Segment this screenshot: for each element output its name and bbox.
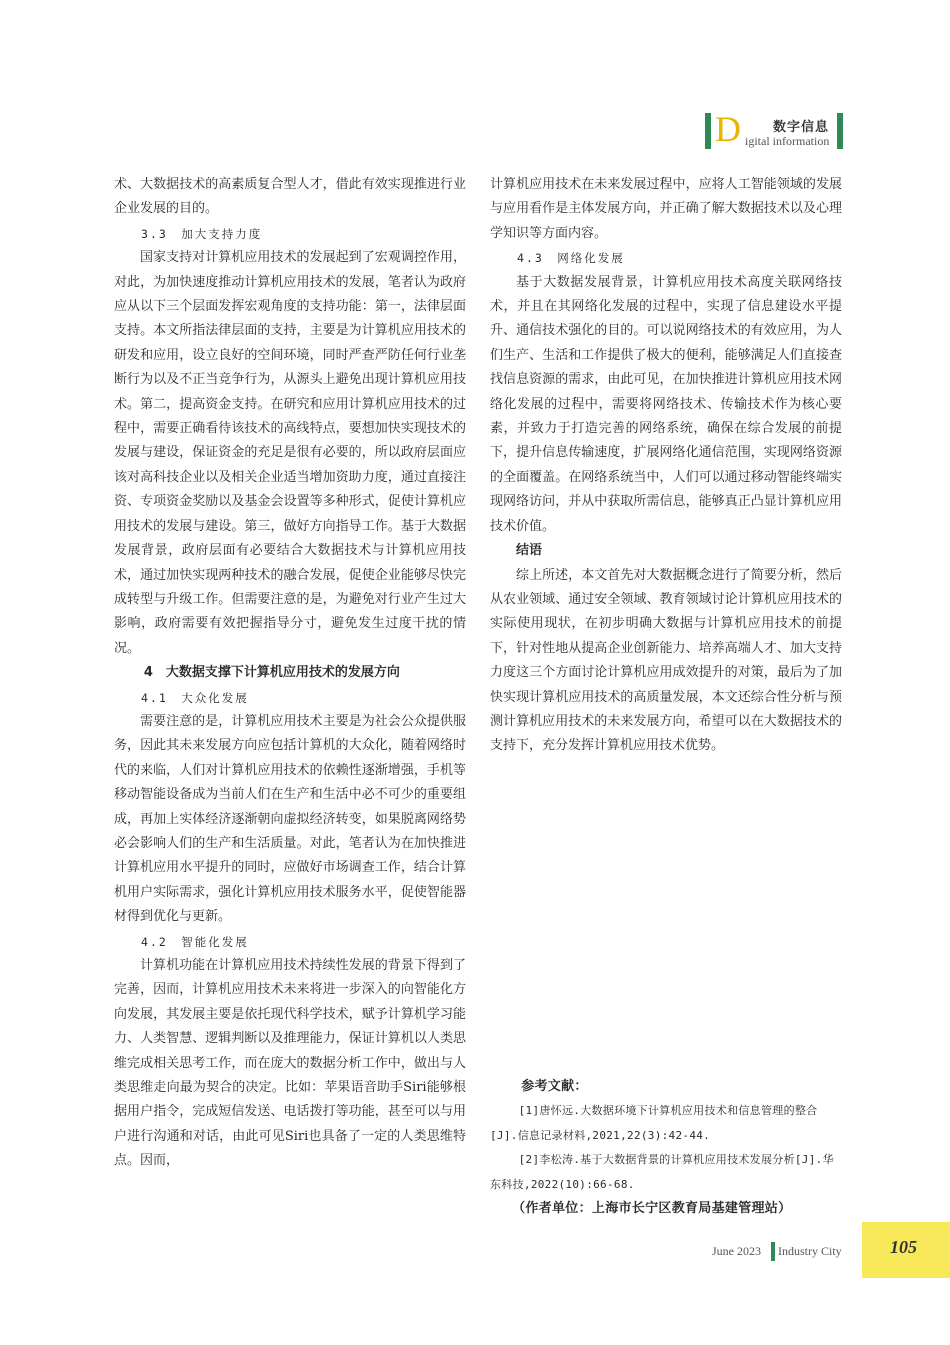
logo-title-en: igital information	[745, 134, 830, 148]
paragraph: 需要注意的是，计算机应用技术主要是为社会公众提供服务，因此其未来发展方向应包括计算机的大众化，随着网络时代的来临，人们对计算机应用技术的依赖性逐渐增强，手机等移动智能设备成为当前人们在生产和生活中必不可少的重要组成，再加上实体经济逐渐朝向虚拟经济转变，如果脱离网络势必会影响人们的生产和生活质量。对此，笔者认为在加快推进计算机应用水平提升的同时，应做好市场调查工作，结合计算机用户实际需求，强化计算机应用技术服务水平，促使智能器材得到优化与更新。	[114, 713, 466, 925]
footer-divider	[771, 1242, 775, 1261]
logo-bar-left	[705, 113, 711, 149]
references	[490, 1075, 842, 1221]
left-column	[114, 173, 466, 1174]
reference-item: [2]李松涛.基于大数据背景的计算机应用技术发展分析[J].华东科技,2022(10):66-68.	[490, 1153, 834, 1191]
logo-letter: D	[715, 109, 741, 149]
section-heading: 4 大数据支撑下计算机应用技术的发展方向	[143, 665, 400, 681]
paragraph: 基于大数据发展背景，计算机应用技术高度关联网络技术，并且在其网络化发展的过程中，实现了信息建设水平提升、通信技术强化的目的。可以说网络技术的有效应用，为人们生产、生活和工作提供了极大的便利，能够满足人们直接查找信息资源的需求，由此可见，在加快推进计算机应用技术网络化发展的过程中，需要将网络技术、传输技术作为核心要素，并致力于打造完善的网络系统，确保在综合发展的前提下，提升信息传输速度，扩展网络化通信范围，实现网络资源的全面覆盖。在网络系统当中，人们可以通过移动智能终端实现网络访问，并从中获取所需信息，能够真正凸显计算机应用技术价值。	[490, 274, 842, 534]
reference-item: [1]唐怀远.大数据环境下计算机应用技术和信息管理的整合[J].信息记录材料,2021,22(3):42-44.	[490, 1104, 818, 1142]
paragraph: 计算机应用技术在未来发展过程中，应将人工智能领域的发展与应用看作是主体发展方向，并正确了解大数据技术以及心理学知识等方面内容。	[490, 177, 842, 241]
references-heading: 参考文献：	[521, 1079, 588, 1094]
page-footer	[700, 1237, 850, 1267]
subsection-heading: 4.2 智能化发展	[141, 934, 249, 949]
right-column	[490, 173, 842, 759]
paragraph: 术、大数据技术的高素质复合型人才，借此有效实现推进行业企业发展的目的。	[114, 177, 466, 217]
magazine-name: Industry City	[778, 1244, 842, 1258]
logo-bar-right	[837, 113, 843, 149]
conclusion-heading: 结语	[516, 543, 543, 559]
page-number-tab	[862, 1222, 950, 1278]
issue-date: June 2023	[712, 1244, 761, 1258]
page-number: 105	[890, 1237, 917, 1257]
subsection-heading: 4.3 网络化发展	[517, 251, 625, 266]
author-unit: （作者单位：上海市长宁区教育局基建管理站）	[512, 1201, 792, 1217]
paragraph: 综上所述，本文首先对大数据概念进行了简要分析，然后从农业领域、通过安全领域、教育领域讨论计算机应用技术的实际使用现状，在初步明确大数据与计算机应用技术的前提下，针对性地从提高企业创新能力、培养高端人才、加大支持力度这三个方面讨论计算机应用成效提升的对策，最后为了加快实现计算机应用技术的高质量发展，本文还综合性分析与预测计算机应用技术的未来发展方向，希望可以在大数据技术的支持下，充分发挥计算机应用技术优势。	[490, 567, 842, 754]
logo-title-zh: 数字信息	[773, 120, 830, 135]
journal-logo	[705, 109, 845, 149]
subsection-heading: 4.1 大众化发展	[141, 690, 249, 705]
subsection-heading: 3.3 加大支持力度	[141, 226, 263, 241]
paragraph: 计算机功能在计算机应用技术持续性发展的背景下得到了完善，因而，计算机应用技术未来将进一步深入的向智能化方向发展，其发展主要是依托现代科学技术，赋予计算机学习能力、人类智慧、逻辑判断以及推理能力，保证计算机以人类思维完成相关思考工作，而在庞大的数据分析工作中，做出与人类思维走向最为契合的决定。比如：苹果语音助手Siri能够根据用户指令，完成短信发送、电话拨打等功能，甚至可以与用户进行沟通和对话，由此可见Siri也具备了一定的人类思维特点。因而，	[114, 958, 466, 1169]
paragraph: 国家支持对计算机应用技术的发展起到了宏观调控作用，对此，为加快速度推动计算机应用技术的发展，笔者认为政府应从以下三个层面发挥宏观角度的支持功能：第一，法律层面支持。本文所指法律层面的支持，主要是为计算机应用技术的研发和应用，设立良好的空间环境，同时严查严防任何行业垄断行为以及不正当竞争行为，从源头上避免出现计算机应用技术。第二，提高资金支持。在研究和应用计算机应用技术的过程中，需要正确看待该技术的高线特点，要想加快实现技术的发展与建设，保证资金的充足是很有必要的，所以政府层面应该对高科技企业以及相关企业适当增加资助力度，通过直接注资、专项资金奖励以及基金会设置等多种形式，促使计算机应用技术的发展与建设。第三，做好方向指导工作。基于大数据发展背景，政府层面有必要结合大数据技术与计算机应用技术，通过加快实现两种技术的融合发展，促使企业能够尽快完成转型与升级工作。但需要注意的是，为避免对行业产生过大影响，政府需要有效把握指导分寸，避免发生过度干扰的情况。	[114, 250, 466, 656]
